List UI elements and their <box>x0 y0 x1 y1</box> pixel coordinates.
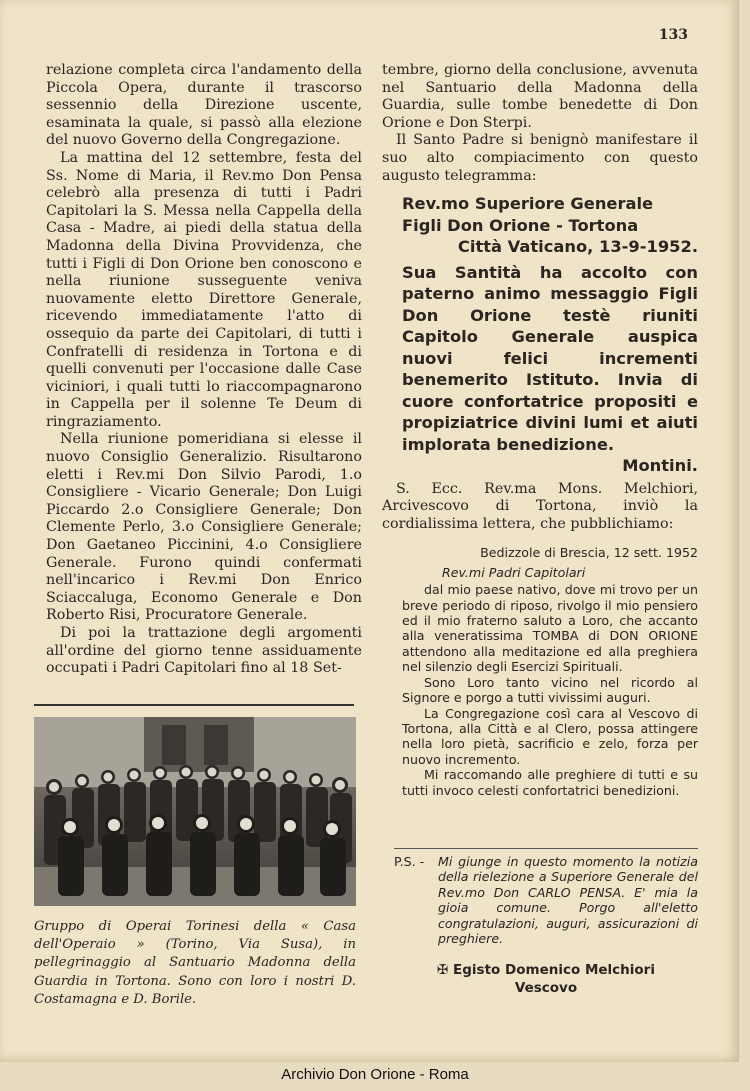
papal-telegram <box>382 193 698 477</box>
paragraph: Di poi la trattazione degli argomenti all'ordine del giorno tenne assiduamente occupati i Padri Capitolari fino al 18 Set- <box>46 625 362 677</box>
telegram-address: Rev.mo Superiore Generale <box>402 194 654 214</box>
telegram-address: Figli Don Orione - Tortona <box>402 215 639 235</box>
archive-footer: Archivio Don Orione - Roma <box>281 1066 469 1083</box>
letter-paragraph: La Congregazione così cara al Vescovo di Tortona, alla Città e al Clero, possa attingere nella loro pietà, sacrificio e zelo, forza per nuovo incremento. <box>402 705 698 767</box>
group-photo-image <box>34 717 356 906</box>
ps-text: Mi giunge in questo momento la notizia della rielezione a Superiore Generale del Rev.mo Don CARLO PENSA. E' mia la gioia comune. Porgo all'eletto congratulazioni, auguri, assicurazioni di preghiere. <box>438 854 698 947</box>
photo-caption: Gruppo di Operai Torinesi della « Casa dell'Operaio » (Torino, Via Susa), in pellegrinaggio al Santuario Madonna della Guardia in Tortona. Sono con loro i nostri D. Costamagna e D. Borile. <box>34 919 356 1007</box>
ps-label: P.S. - <box>394 854 425 869</box>
photo-top-rule <box>34 704 354 706</box>
postscript <box>394 854 698 946</box>
telegram-body: Sua Santità ha accolto con paterno animo messaggio Figli Don Orione testè riuniti Capitolo Generale auspica nuovi felici incrementi benemerito Istituto. Invia di cuore confortatrice propositi e propiziatrice divini lumi et aiuti implorata benedizione. <box>402 262 698 454</box>
telegram-signature: Montini. <box>622 456 698 476</box>
group-photo <box>34 717 356 906</box>
letter-date: Bedizzole di Brescia, 12 sett. 1952 <box>480 545 698 561</box>
ps-separator <box>394 848 698 849</box>
left-column <box>46 62 362 678</box>
letter-salutation: Rev.mi Padri Capitolari <box>442 564 586 580</box>
paragraph: Il Santo Padre si benignò manifestare il suo alto compiacimento con questo augusto telegramma: <box>382 132 698 184</box>
paragraph: tembre, giorno della conclusione, avvenuta nel Santuario della Madonna della Guardia, sulle tombe benedette di Don Orione e Don Sterpi. <box>382 62 698 131</box>
signature-title: Vescovo <box>514 980 578 996</box>
page-number: 133 <box>658 27 688 43</box>
letter-paragraph: dal mio paese nativo, dove mi trovo per un breve periodo di riposo, rivolgo il mio pensiero ed il mio fraterno saluto a Loro, che accanto alla veneratissima TOMBA di DON ORIONE attendono alla meditazione ed alla preghiera nel silenzio degli Esercizi Spirituali. <box>402 582 698 675</box>
bishop-letter <box>382 545 698 798</box>
paragraph: S. Ecc. Rev.ma Mons. Melchiori, Arcivescovo di Tortona, inviò la cordialissima lettera, che pubblichiamo: <box>382 480 698 532</box>
signature-name: ✠ Egisto Domenico Melchiori <box>437 962 655 978</box>
letter-paragraph: Sono Loro tanto vicino nel ricordo al Signore e porgo a tutti vivissimi auguri. <box>402 674 698 706</box>
telegram-origin: Città Vaticano, 13-9-1952. <box>457 237 698 257</box>
paragraph: La mattina del 12 settembre, festa del Ss. Nome di Maria, il Rev.mo Don Pensa celebrò alla presenza di tutti i Padri Capitolari la S. Messa nella Cappella della Casa - Madre, ai piedi della statua della Madonna della Divina Provvidenza, che tutti i Figli di Don Orione ben conoscono e nella riunione susseguente veniva nuovamente eletto Direttore Generale, ricevendo immediatamente l'atto di ossequio da parte dei Capitolari, di tutti i Confratelli di residenza in Tortona e di quelli convenuti per l'occasione dalle Case viciniori, i quali tutti lo riaccompagnarono in Cappella per il solenne Te Deum di ringraziamento. <box>46 149 362 430</box>
right-column <box>382 62 698 798</box>
letter-signature <box>394 961 698 997</box>
letter-paragraph: Mi raccomando alle preghiere di tutti e su tutti invoco celesti confortatrici benedizioni. <box>402 767 698 798</box>
paragraph: Nella riunione pomeridiana si elesse il nuovo Consiglio Generalizio. Risultarono eletti i Rev.mi Don Silvio Parodi, 1.o Consigliere - Vicario Generale; Don Luigi Piccardo 2.o Consigliere Generale; Don Clemente Perlo, 3.o Consigliere Generale; Don Gaetaneo Piccinini, 4.o Consigliere Generale. Furono quindi confermati nell'incarico i Rev.mi Don Enrico Sciaccaluga, Economo Generale e Don Roberto Risi, Procuratore Generale. <box>46 431 362 624</box>
paragraph: relazione completa circa l'andamento della Piccola Opera, durante il trascorso sessennio della Direzione uscente, esaminata la quale, si passò alla elezione del nuovo Governo della Congregazione. <box>46 62 362 149</box>
